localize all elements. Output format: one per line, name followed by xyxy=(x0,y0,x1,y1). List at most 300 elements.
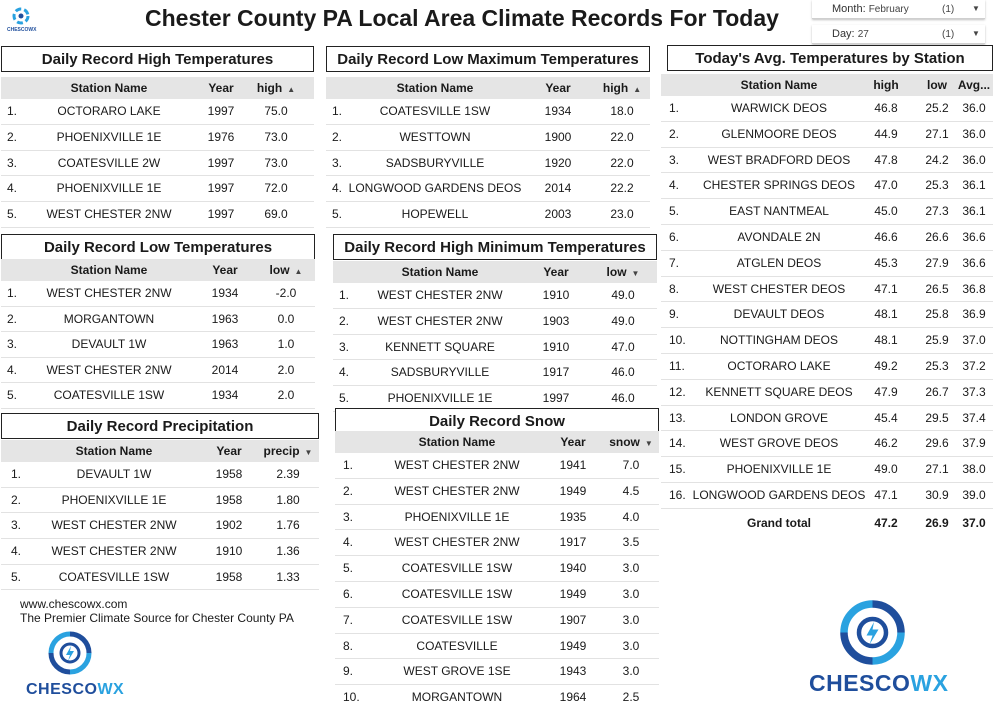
table-cell: 36.1 xyxy=(962,178,986,193)
row-rank: 12. xyxy=(669,384,686,399)
table-cell: 49.0 xyxy=(611,313,635,328)
table-row[interactable] xyxy=(335,530,659,556)
row-rank: 1. xyxy=(339,288,350,302)
column-header[interactable]: Station Name xyxy=(75,444,153,458)
row-rank: 1. xyxy=(11,467,22,481)
table-cell: KENNETT SQUARE DEOS xyxy=(705,384,853,399)
row-rank: 13. xyxy=(669,410,686,425)
table-cell: 1958 xyxy=(215,467,243,481)
table-cell: PHOENIXVILLE 1E xyxy=(387,391,493,406)
row-rank: 2. xyxy=(669,126,680,141)
table-cell: 38.0 xyxy=(962,462,986,477)
table-cell: 1910 xyxy=(215,544,243,559)
table-cell: COATESVILLE 1SW xyxy=(401,561,513,576)
table-cell: 49.0 xyxy=(611,288,635,302)
table-row[interactable] xyxy=(1,125,314,151)
row-rank: 2. xyxy=(11,492,22,507)
table-cell: 46.8 xyxy=(874,101,898,115)
table-cell: 48.1 xyxy=(874,307,898,322)
table-cell: PHOENIXVILLE 1E xyxy=(56,129,162,144)
table-row[interactable] xyxy=(1,202,314,228)
table-row[interactable] xyxy=(326,151,650,177)
table-cell: 46.6 xyxy=(874,230,898,244)
row-rank: 14. xyxy=(669,436,686,451)
table-row[interactable] xyxy=(661,457,993,483)
row-rank: 5. xyxy=(7,207,18,222)
column-header[interactable]: low xyxy=(927,78,947,92)
table-cell: 75.0 xyxy=(264,104,288,118)
month-filter-dropdown[interactable] xyxy=(812,0,985,19)
column-header[interactable]: Year xyxy=(560,435,586,449)
table-cell: 2.5 xyxy=(622,690,640,705)
grand-total-value: 26.9 xyxy=(925,515,949,530)
row-rank: 4. xyxy=(343,535,354,550)
table-row[interactable] xyxy=(1,307,315,333)
table-row[interactable] xyxy=(661,148,993,174)
table-cell: 36.0 xyxy=(962,101,986,115)
table-cell: 1.0 xyxy=(277,337,295,352)
row-rank: 3. xyxy=(669,152,680,167)
logo-brand-b: WX xyxy=(97,681,125,698)
day-filter-dropdown[interactable] xyxy=(812,25,985,44)
table-cell: PHOENIXVILLE 1E xyxy=(56,181,162,196)
table-cell: SADSBURYVILLE xyxy=(390,365,490,380)
table-cell: 27.1 xyxy=(925,462,949,477)
row-rank: 1. xyxy=(7,286,18,300)
chescowx-logo-icon xyxy=(45,628,95,678)
column-header[interactable]: Station Name xyxy=(401,265,479,279)
table-cell: MORGANTOWN xyxy=(411,690,503,705)
logo-brand-b: WX xyxy=(910,670,949,696)
precip-title: Daily Record Precipitation xyxy=(1,413,319,439)
table-cell: 1910 xyxy=(542,288,570,302)
table-cell: WEST CHESTER 2NW xyxy=(394,535,520,550)
table-cell: DEVAULT 1W xyxy=(71,337,147,352)
column-header[interactable]: Station Name xyxy=(70,263,148,277)
table-cell: 3.0 xyxy=(622,587,640,601)
table-cell: 1920 xyxy=(544,155,572,170)
table-cell: 36.9 xyxy=(962,307,986,322)
table-cell: 22.2 xyxy=(610,181,634,196)
grand-total-value: 47.2 xyxy=(874,515,898,530)
table-cell: 24.2 xyxy=(925,152,949,167)
row-rank: 4. xyxy=(11,544,22,559)
table-cell: ATGLEN DEOS xyxy=(736,255,822,270)
column-header[interactable]: Avg... xyxy=(957,78,991,92)
table-row[interactable] xyxy=(1,539,319,565)
table-row[interactable] xyxy=(326,125,650,151)
table-cell: GLENMOORE DEOS xyxy=(721,126,837,141)
table-cell: 1949 xyxy=(559,638,587,653)
table-row[interactable] xyxy=(661,199,993,225)
table-row[interactable] xyxy=(326,202,650,228)
table-cell: 1958 xyxy=(215,569,243,584)
row-rank: 9. xyxy=(669,307,680,322)
month-value: February xyxy=(868,4,909,15)
table-row[interactable] xyxy=(661,277,993,303)
table-row[interactable] xyxy=(333,309,657,335)
table-header xyxy=(326,77,650,99)
table-row[interactable] xyxy=(335,685,659,708)
table-row[interactable] xyxy=(335,659,659,685)
row-rank: 5. xyxy=(7,388,18,403)
table-cell: 2014 xyxy=(544,181,572,196)
chevron-down-icon: ▼ xyxy=(972,29,980,38)
row-rank: 11. xyxy=(669,359,685,373)
page-title: Chester County PA Local Area Climate Records For Today xyxy=(145,5,779,31)
row-rank: 2. xyxy=(7,129,18,144)
high-min-table xyxy=(333,261,657,411)
row-rank: 3. xyxy=(7,155,18,170)
table-cell: WEST CHESTER 2NW xyxy=(46,207,172,222)
table-cell: 1902 xyxy=(215,518,243,533)
table-row[interactable] xyxy=(335,453,659,479)
table-cell: 36.6 xyxy=(962,230,986,244)
month-label: Month: xyxy=(832,3,866,15)
row-rank: 8. xyxy=(343,638,354,653)
row-rank: 10. xyxy=(343,690,360,705)
table-cell: COATESVILLE 1SW xyxy=(379,104,491,118)
site-url-link[interactable]: www.chescowx.com xyxy=(20,597,128,611)
table-header xyxy=(333,261,657,283)
table-cell: 37.9 xyxy=(962,436,986,451)
table-cell: 39.0 xyxy=(962,488,986,502)
table-cell: WEST CHESTER 2NW xyxy=(394,483,520,498)
table-cell: PHOENIXVILLE 1E xyxy=(726,462,832,477)
table-cell: 1997 xyxy=(207,181,235,196)
table-cell: 3.0 xyxy=(622,638,640,653)
table-cell: OCTORARO LAKE xyxy=(57,104,161,118)
table-row[interactable] xyxy=(335,582,659,608)
table-cell: 73.0 xyxy=(264,155,288,170)
table-cell: 2.39 xyxy=(276,467,300,481)
table-cell: 1997 xyxy=(542,391,570,406)
table-cell: WEST CHESTER 2NW xyxy=(394,458,520,472)
table-row[interactable] xyxy=(335,556,659,582)
table-cell: 69.0 xyxy=(264,207,288,222)
small-logo-text: CHESCOWX xyxy=(7,27,37,33)
row-rank: 4. xyxy=(669,178,680,193)
table-cell: 37.3 xyxy=(962,384,986,399)
sort-ascending-icon[interactable]: ▲ xyxy=(294,267,303,276)
table-row[interactable] xyxy=(333,335,657,361)
table-cell: 2.0 xyxy=(277,388,295,403)
low-max-table xyxy=(326,77,650,227)
row-rank: 15. xyxy=(669,462,686,477)
small-logo-icon xyxy=(5,5,37,35)
column-header[interactable]: low ▲ xyxy=(269,263,303,277)
table-cell: WEST CHESTER 2NW xyxy=(377,288,503,302)
table-cell: 27.9 xyxy=(925,255,949,270)
column-header[interactable]: Year xyxy=(545,81,571,95)
table-cell: 36.6 xyxy=(962,255,986,270)
table-cell: 46.0 xyxy=(611,365,635,380)
high-temps-table xyxy=(1,77,314,227)
avg-temps-table xyxy=(661,74,993,534)
table-cell: COATESVILLE 1SW xyxy=(58,569,170,584)
column-header[interactable]: Station Name xyxy=(740,78,818,92)
table-cell: 18.0 xyxy=(610,104,634,118)
low-temps-title: Daily Record Low Temperatures xyxy=(1,234,315,260)
table-cell: 1997 xyxy=(207,155,235,170)
table-row[interactable] xyxy=(1,99,314,125)
table-row[interactable] xyxy=(335,634,659,660)
table-cell: 47.9 xyxy=(874,384,898,399)
table-header xyxy=(1,259,315,281)
table-row[interactable] xyxy=(1,513,319,539)
table-cell: 1.33 xyxy=(276,569,300,584)
row-rank: 8. xyxy=(669,281,680,296)
table-row[interactable] xyxy=(661,225,993,251)
table-cell: 37.2 xyxy=(962,359,986,373)
sort-descending-icon[interactable]: ▼ xyxy=(304,448,313,457)
row-rank: 1. xyxy=(332,104,343,118)
column-header[interactable]: high ▲ xyxy=(602,81,642,95)
table-cell: 47.0 xyxy=(874,178,898,193)
table-cell: 1958 xyxy=(215,492,243,507)
table-cell: 25.8 xyxy=(925,307,949,322)
table-cell: 47.0 xyxy=(611,339,635,354)
logo-brand-a: CHESCO xyxy=(26,681,98,698)
table-cell: 1949 xyxy=(559,587,587,601)
table-row[interactable] xyxy=(661,173,993,199)
row-rank: 2. xyxy=(343,483,354,498)
column-header[interactable]: high ▲ xyxy=(256,81,296,95)
table-cell: SADSBURYVILLE xyxy=(385,155,485,170)
sort-ascending-icon[interactable]: ▲ xyxy=(633,85,642,94)
table-cell: WEST CHESTER DEOS xyxy=(712,281,846,296)
table-row[interactable] xyxy=(335,505,659,531)
table-cell: 29.5 xyxy=(925,410,949,425)
table-cell: PHOENIXVILLE 1E xyxy=(404,509,510,524)
table-cell: 0.0 xyxy=(277,311,295,326)
table-cell: 23.0 xyxy=(610,207,634,222)
table-cell: LONGWOOD GARDENS DEOS xyxy=(692,488,866,502)
table-cell: WEST CHESTER 2NW xyxy=(377,313,503,328)
table-row[interactable] xyxy=(661,354,993,380)
table-header xyxy=(335,431,659,453)
table-cell: 1964 xyxy=(559,690,587,705)
table-cell: 1934 xyxy=(211,286,239,300)
table-row[interactable] xyxy=(661,483,993,509)
row-rank: 3. xyxy=(332,155,343,170)
table-row[interactable] xyxy=(326,99,650,125)
table-cell: 1940 xyxy=(559,561,587,576)
high-temps-title: Daily Record High Temperatures xyxy=(1,46,314,72)
table-cell: 25.9 xyxy=(925,333,949,348)
table-cell: 4.0 xyxy=(622,509,640,524)
column-header[interactable]: low ▼ xyxy=(606,265,640,279)
table-cell: 1997 xyxy=(207,207,235,222)
row-rank: 6. xyxy=(669,230,680,244)
table-cell: LONGWOOD GARDENS DEOS xyxy=(348,181,522,196)
table-row[interactable] xyxy=(1,358,315,384)
table-cell: COATESVILLE 2W xyxy=(57,155,161,170)
table-cell: 37.4 xyxy=(962,410,986,425)
table-cell: 36.0 xyxy=(962,152,986,167)
table-cell: 48.1 xyxy=(874,333,898,348)
avg-temps-title: Today's Avg. Temperatures by Station xyxy=(667,45,993,71)
table-cell: 49.0 xyxy=(874,462,898,477)
table-cell: 1949 xyxy=(559,483,587,498)
table-cell: 49.2 xyxy=(874,359,898,373)
column-header[interactable]: snow ▼ xyxy=(609,435,653,449)
row-rank: 4. xyxy=(339,365,350,380)
table-cell: 26.7 xyxy=(925,384,949,399)
row-rank: 5. xyxy=(332,207,343,222)
row-rank: 5. xyxy=(343,561,354,576)
row-rank: 7. xyxy=(343,612,354,627)
table-cell: KENNETT SQUARE xyxy=(385,339,495,354)
table-cell: MORGANTOWN xyxy=(63,311,155,326)
table-cell: 30.9 xyxy=(925,488,949,502)
table-row[interactable] xyxy=(661,406,993,432)
sort-descending-icon[interactable]: ▼ xyxy=(631,269,640,278)
table-cell: 26.6 xyxy=(925,230,949,244)
table-cell: 27.1 xyxy=(925,126,949,141)
table-cell: 47.8 xyxy=(874,152,898,167)
sort-descending-icon[interactable]: ▼ xyxy=(644,439,653,448)
column-header[interactable]: Year xyxy=(216,444,242,458)
table-cell: 1976 xyxy=(207,129,235,144)
column-header[interactable]: Year xyxy=(212,263,238,277)
table-cell: HOPEWELL xyxy=(401,207,469,222)
table-cell: 45.3 xyxy=(874,255,898,270)
table-cell: 36.0 xyxy=(962,126,986,141)
table-cell: 25.3 xyxy=(925,359,949,373)
table-cell: 1941 xyxy=(559,458,587,472)
table-cell: 1900 xyxy=(544,129,572,144)
table-cell: WEST GROVE 1SE xyxy=(403,664,511,679)
grand-total-row xyxy=(661,511,993,537)
table-cell: 1910 xyxy=(542,339,570,354)
table-cell: 46.0 xyxy=(611,391,635,406)
row-rank: 4. xyxy=(7,362,18,377)
column-header[interactable]: Year xyxy=(208,81,234,95)
grand-total-label: Grand total xyxy=(746,515,812,530)
table-row[interactable] xyxy=(661,122,993,148)
chescowx-logo-large-icon xyxy=(835,595,910,670)
table-row[interactable] xyxy=(335,608,659,634)
table-row[interactable] xyxy=(661,302,993,328)
tagline: The Premier Climate Source for Chester County PA xyxy=(20,611,294,625)
chescowx-logo-large-text xyxy=(809,670,948,697)
row-rank: 9. xyxy=(343,664,354,679)
table-cell: 25.2 xyxy=(925,101,949,115)
table-cell: 22.0 xyxy=(610,129,634,144)
column-header[interactable]: Year xyxy=(543,265,569,279)
table-row[interactable] xyxy=(326,176,650,202)
day-label: Day: xyxy=(832,28,855,40)
table-row[interactable] xyxy=(661,96,993,122)
precip-table xyxy=(1,440,319,590)
table-row[interactable] xyxy=(1,565,319,591)
sort-ascending-icon[interactable]: ▲ xyxy=(287,85,296,94)
table-cell: 1917 xyxy=(559,535,587,550)
column-header[interactable]: Station Name xyxy=(418,435,496,449)
table-row[interactable] xyxy=(333,283,657,309)
table-cell: LONDON GROVE xyxy=(729,410,829,425)
table-cell: CHESTER SPRINGS DEOS xyxy=(702,178,856,193)
table-row[interactable] xyxy=(661,431,993,457)
row-rank: 3. xyxy=(339,339,350,354)
column-header[interactable]: high xyxy=(873,78,899,92)
snow-title: Daily Record Snow xyxy=(335,408,659,434)
table-cell: 2014 xyxy=(211,362,239,377)
table-row[interactable] xyxy=(661,328,993,354)
table-cell: 7.0 xyxy=(622,458,640,472)
table-cell: 4.5 xyxy=(622,483,640,498)
table-cell: DEVAULT 1W xyxy=(76,467,152,481)
logo-brand-a: CHESCO xyxy=(809,670,911,696)
table-cell: 1963 xyxy=(211,337,239,352)
table-cell: 1.80 xyxy=(276,492,300,507)
row-rank: 2. xyxy=(7,311,18,326)
table-row[interactable] xyxy=(661,251,993,277)
table-header xyxy=(1,440,319,462)
table-cell: AVONDALE 2N xyxy=(737,230,821,244)
table-cell: 27.3 xyxy=(925,204,949,219)
table-cell: 1.36 xyxy=(276,544,300,559)
table-row[interactable] xyxy=(1,462,319,488)
table-cell: 36.1 xyxy=(962,204,986,219)
table-cell: OCTORARO LAKE xyxy=(727,359,831,373)
table-cell: 1903 xyxy=(542,313,570,328)
table-cell: NOTTINGHAM DEOS xyxy=(719,333,839,348)
row-rank: 4. xyxy=(332,181,343,196)
table-cell: 46.2 xyxy=(874,436,898,451)
table-row[interactable] xyxy=(1,383,315,409)
table-row[interactable] xyxy=(1,176,314,202)
table-cell: COATESVILLE 1SW xyxy=(401,587,513,601)
table-cell: WEST GROVE DEOS xyxy=(719,436,839,451)
column-header[interactable]: Station Name xyxy=(70,81,148,95)
table-cell: WEST CHESTER 2NW xyxy=(51,518,177,533)
table-row[interactable] xyxy=(1,281,315,307)
column-header[interactable]: precip ▼ xyxy=(263,444,313,458)
table-row[interactable] xyxy=(335,479,659,505)
table-cell: 36.8 xyxy=(962,281,986,296)
table-cell: 45.0 xyxy=(874,204,898,219)
row-rank: 5. xyxy=(339,391,350,406)
table-cell: 1963 xyxy=(211,311,239,326)
table-cell: 47.1 xyxy=(874,488,898,502)
table-cell: 44.9 xyxy=(874,126,898,141)
column-header[interactable]: Station Name xyxy=(396,81,474,95)
row-rank: 1. xyxy=(669,101,680,115)
table-row[interactable] xyxy=(333,360,657,386)
table-cell: 26.5 xyxy=(925,281,949,296)
table-cell: 1.76 xyxy=(276,518,300,533)
table-cell: WEST CHESTER 2NW xyxy=(46,362,172,377)
table-row[interactable] xyxy=(1,488,319,514)
row-rank: 10. xyxy=(669,333,686,348)
row-rank: 4. xyxy=(7,181,18,196)
table-row[interactable] xyxy=(1,332,315,358)
table-cell: EAST NANTMEAL xyxy=(729,204,829,219)
table-row[interactable] xyxy=(1,151,314,177)
chescowx-logo-text xyxy=(26,681,124,699)
table-row[interactable] xyxy=(661,380,993,406)
table-cell: 37.0 xyxy=(962,333,986,348)
row-rank: 2. xyxy=(332,129,343,144)
table-cell: 45.4 xyxy=(874,410,898,425)
grand-total-value: 37.0 xyxy=(962,515,986,530)
table-cell: 2003 xyxy=(544,207,572,222)
row-rank: 3. xyxy=(11,518,22,533)
row-rank: 2. xyxy=(339,313,350,328)
table-cell: DEVAULT DEOS xyxy=(733,307,825,322)
